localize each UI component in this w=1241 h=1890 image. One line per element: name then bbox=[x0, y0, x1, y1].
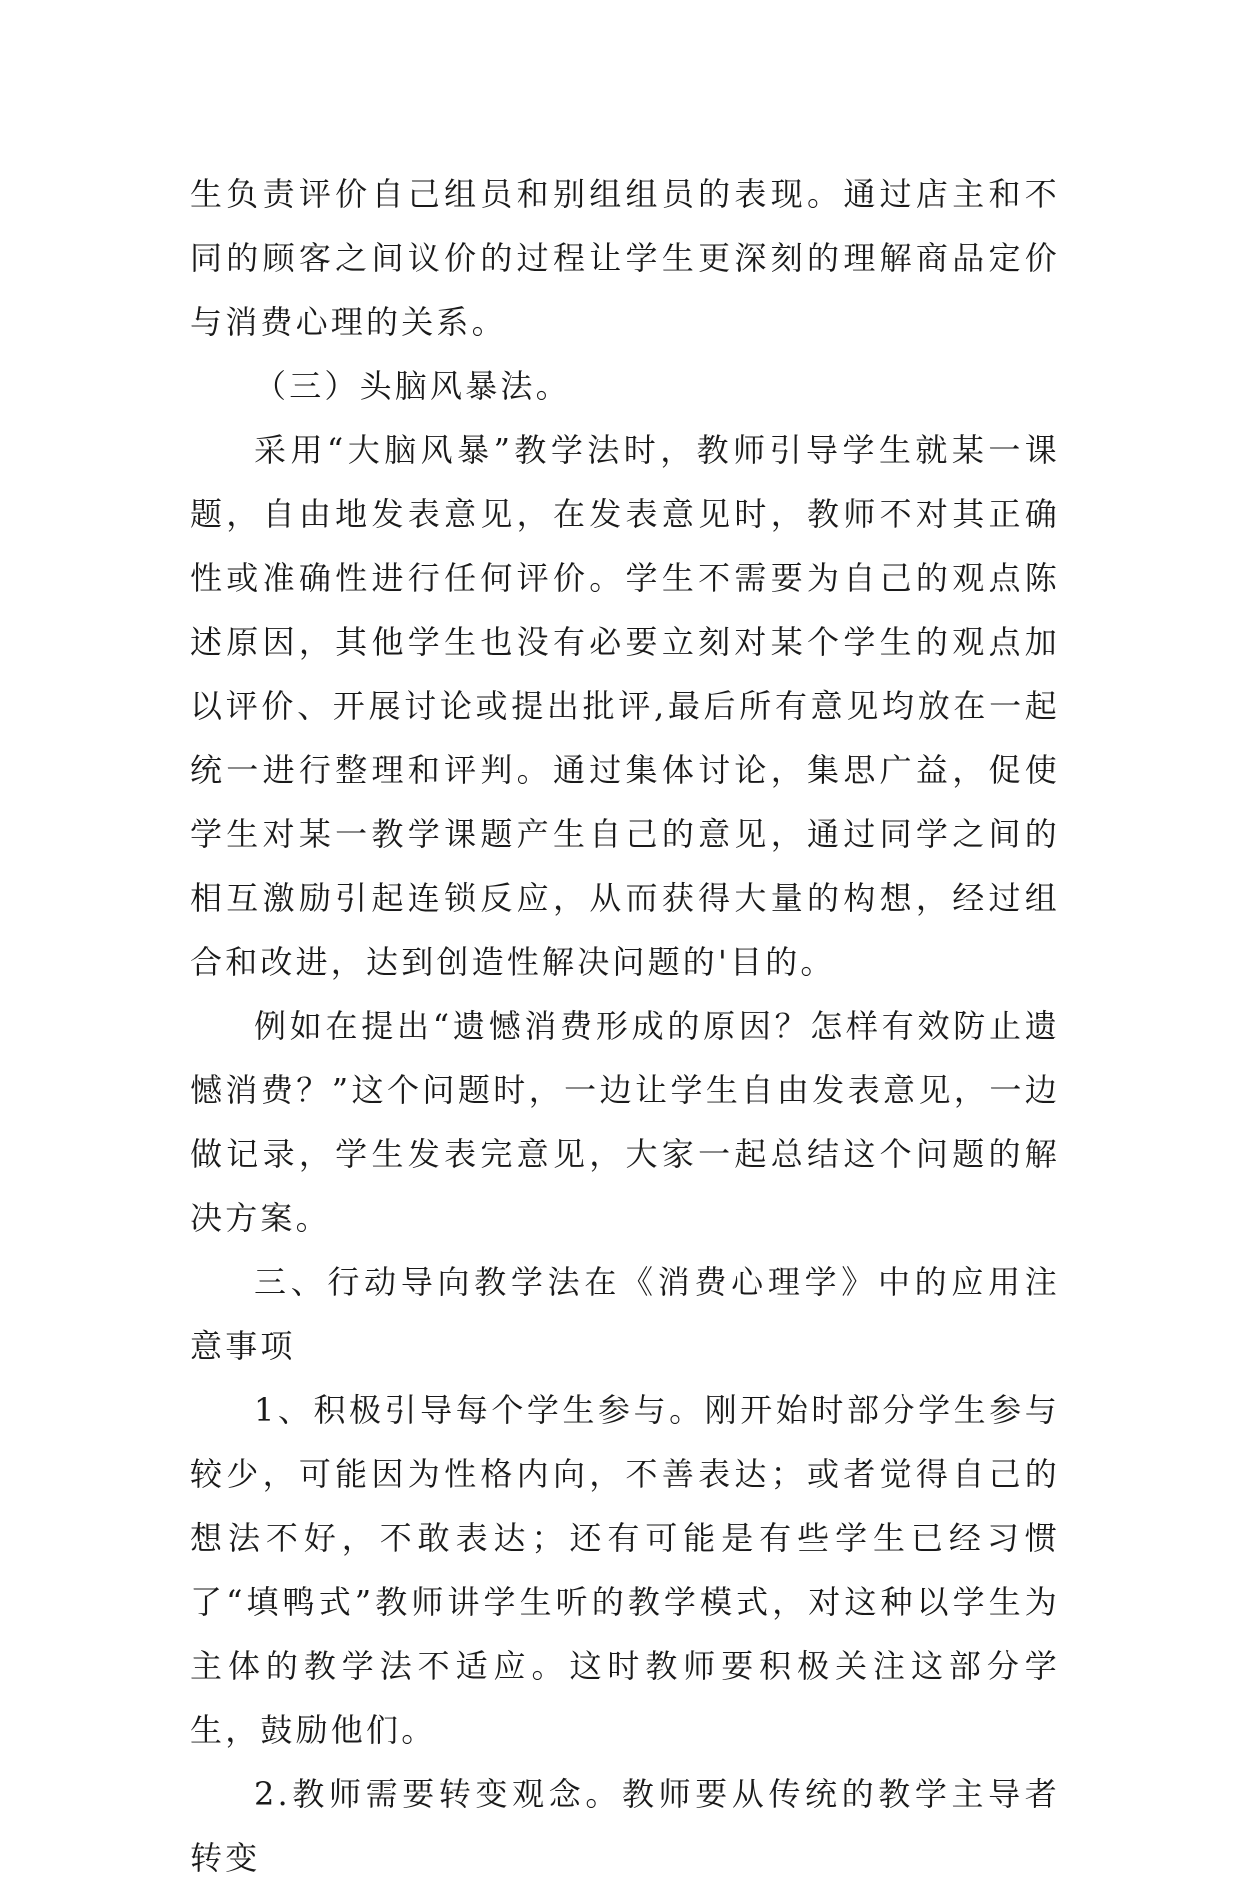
paragraph-example: 例如在提出“遗憾消费形成的原因？怎样有效防止遗憾消费？”这个问题时，一边让学生自由发表意见，一边做记录，学生发表完意见，大家一起总结这个问题的解决方案。 bbox=[190, 1007, 1060, 1237]
paragraph-note-2: 2.教师需要转变观念。教师要从传统的教学主导者转变 bbox=[190, 1775, 1060, 1877]
paragraph-brainstorming-method: 采用“大脑风暴”教学法时，教师引导学生就某一课题，自由地发表意见，在发表意见时，教师不对其正确性或准确性进行任何评价。学生不需要为自己的观点陈述原因，其他学生也没有必要立刻对某个学生的观点加以评价、开展讨论或提出批评,最后所有意见均放在一起统一进行整理和评判。通过集体讨论，集思广益，促使学生对某一教学课题产生自己的意见，通过同学之间的相互激励引起连锁反应，从而获得大量的构想，经过组合和改进，达到创造性解决问题的'目的。 bbox=[190, 431, 1060, 981]
paragraph-continuation: 生负责评价自己组员和别组组员的表现。通过店主和不同的顾客之间议价的过程让学生更深刻的理解商品定价与消费心理的关系。 bbox=[190, 175, 1060, 341]
paragraph-note-1: 1、积极引导每个学生参与。刚开始时部分学生参与较少，可能因为性格内向，不善表达；或者觉得自己的想法不好，不敢表达；还有可能是有些学生已经习惯了“填鸭式”教师讲学生听的教学模式，对这种以学生为主体的教学法不适应。这时教师要积极关注这部分学生，鼓励他们。 bbox=[190, 1391, 1060, 1749]
document-body bbox=[190, 162, 1060, 1890]
section-heading-brainstorming: （三）头脑风暴法。 bbox=[254, 367, 571, 405]
section-heading-notes: 三、行动导向教学法在《消费心理学》中的应用注意事项 bbox=[190, 1263, 1060, 1365]
